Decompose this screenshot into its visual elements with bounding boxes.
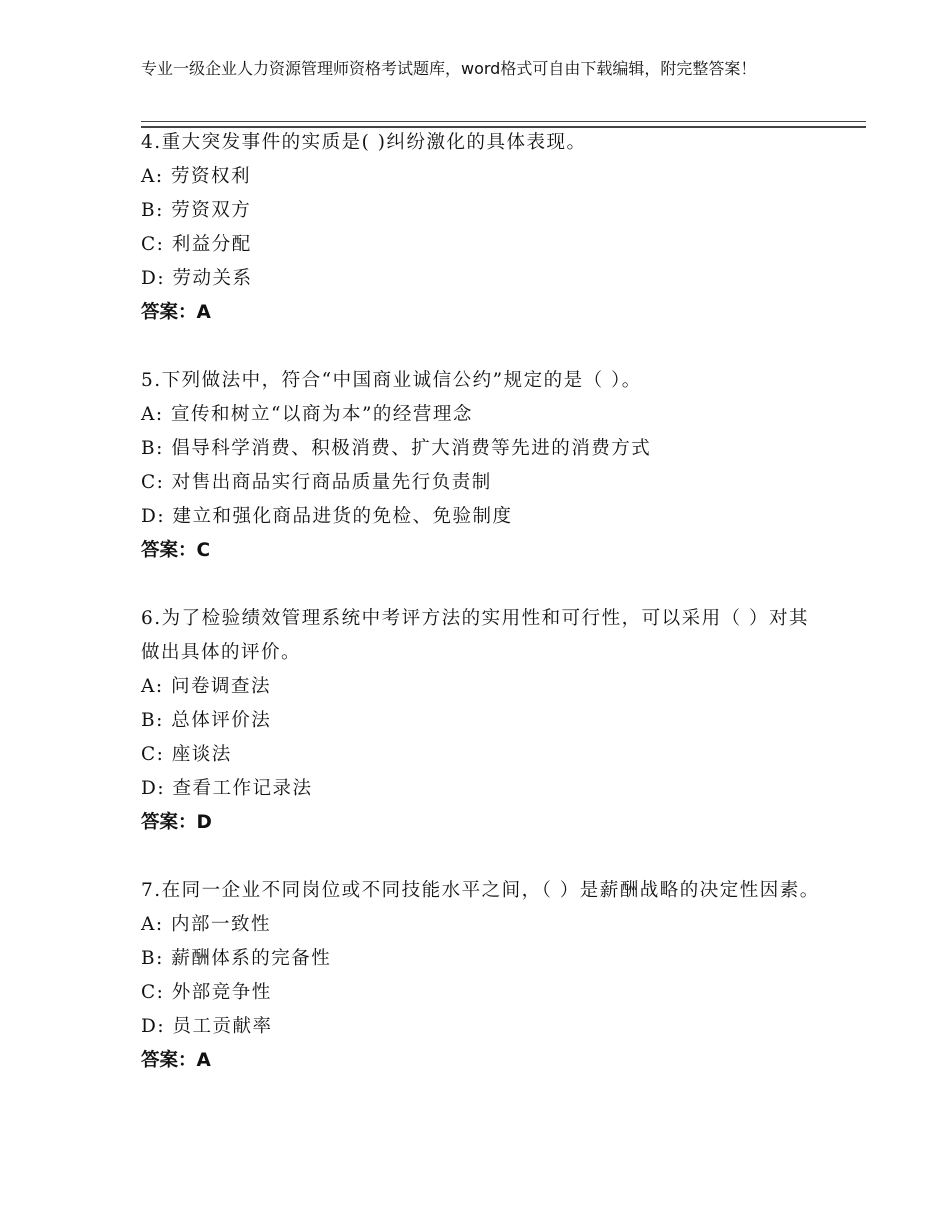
option-b <box>141 942 821 976</box>
question-gap <box>141 568 821 602</box>
option-letter: C: <box>141 744 165 765</box>
option-text: 问卷调查法 <box>170 676 271 697</box>
option-text: 座谈法 <box>171 744 232 765</box>
option-letter: A: <box>141 914 164 935</box>
option-text: 查看工作记录法 <box>172 778 313 799</box>
question-stem: 6.为了检验绩效管理系统中考评方法的实用性和可行性，可以采用（ ）对其做出具体的评价。 <box>141 608 810 663</box>
option-d <box>141 772 821 806</box>
question-stem: 7.在同一企业不同岗位或不同技能水平之间，（ ）是薪酬战略的决定性因素。 <box>141 880 820 901</box>
option-letter: A: <box>141 676 164 697</box>
question-stem: 5.下列做法中，符合“中国商业诚信公约”规定的是（ ）。 <box>141 370 642 391</box>
option-text: 薪酬体系的完备性 <box>171 948 332 969</box>
option-text: 劳资双方 <box>171 200 252 221</box>
option-c <box>141 466 821 500</box>
option-a <box>141 160 821 194</box>
option-letter: B: <box>141 438 164 459</box>
option-c <box>141 738 821 772</box>
answer-line: 答案：D <box>141 812 212 833</box>
question-list <box>141 126 821 1078</box>
option-text: 建立和强化商品进货的免检、免验制度 <box>172 506 513 527</box>
option-text: 宣传和树立“以商为本”的经营理念 <box>170 404 473 425</box>
option-letter: C: <box>141 234 165 255</box>
option-letter: A: <box>141 404 164 425</box>
answer-line: 答案：A <box>141 302 211 323</box>
option-text: 倡导科学消费、积极消费、扩大消费等先进的消费方式 <box>171 438 652 459</box>
question-5 <box>141 364 821 568</box>
option-text: 劳动关系 <box>172 268 253 289</box>
question-gap <box>141 840 821 874</box>
option-d <box>141 500 821 534</box>
option-letter: C: <box>141 982 165 1003</box>
option-d <box>141 1010 821 1044</box>
option-letter: A: <box>141 166 164 187</box>
option-b <box>141 194 821 228</box>
option-letter: D: <box>141 268 166 289</box>
option-letter: B: <box>141 948 164 969</box>
option-letter: B: <box>141 200 164 221</box>
option-a <box>141 908 821 942</box>
question-4 <box>141 126 821 330</box>
option-b <box>141 432 821 466</box>
option-b <box>141 704 821 738</box>
option-c <box>141 228 821 262</box>
question-gap <box>141 330 821 364</box>
question-7 <box>141 874 821 1078</box>
option-text: 员工贡献率 <box>172 1016 273 1037</box>
option-letter: D: <box>141 506 166 527</box>
answer-line: 答案：C <box>141 540 211 561</box>
option-c <box>141 976 821 1010</box>
option-letter: C: <box>141 472 165 493</box>
option-letter: D: <box>141 1016 166 1037</box>
option-text: 利益分配 <box>171 234 252 255</box>
option-text: 外部竞争性 <box>171 982 272 1003</box>
option-text: 总体评价法 <box>171 710 272 731</box>
document-header: 专业一级企业人力资源管理师资格考试题库，word格式可自由下载编辑，附完整答案！ <box>141 59 757 78</box>
option-d <box>141 262 821 296</box>
option-text: 内部一致性 <box>170 914 271 935</box>
question-stem: 4.重大突发事件的实质是( )纠纷激化的具体表现。 <box>141 132 587 153</box>
option-letter: B: <box>141 710 164 731</box>
option-a <box>141 398 821 432</box>
option-a <box>141 670 821 704</box>
option-text: 对售出商品实行商品质量先行负责制 <box>171 472 492 493</box>
option-text: 劳资权利 <box>170 166 251 187</box>
question-6 <box>141 602 821 840</box>
option-letter: D: <box>141 778 166 799</box>
answer-line: 答案：A <box>141 1050 211 1071</box>
